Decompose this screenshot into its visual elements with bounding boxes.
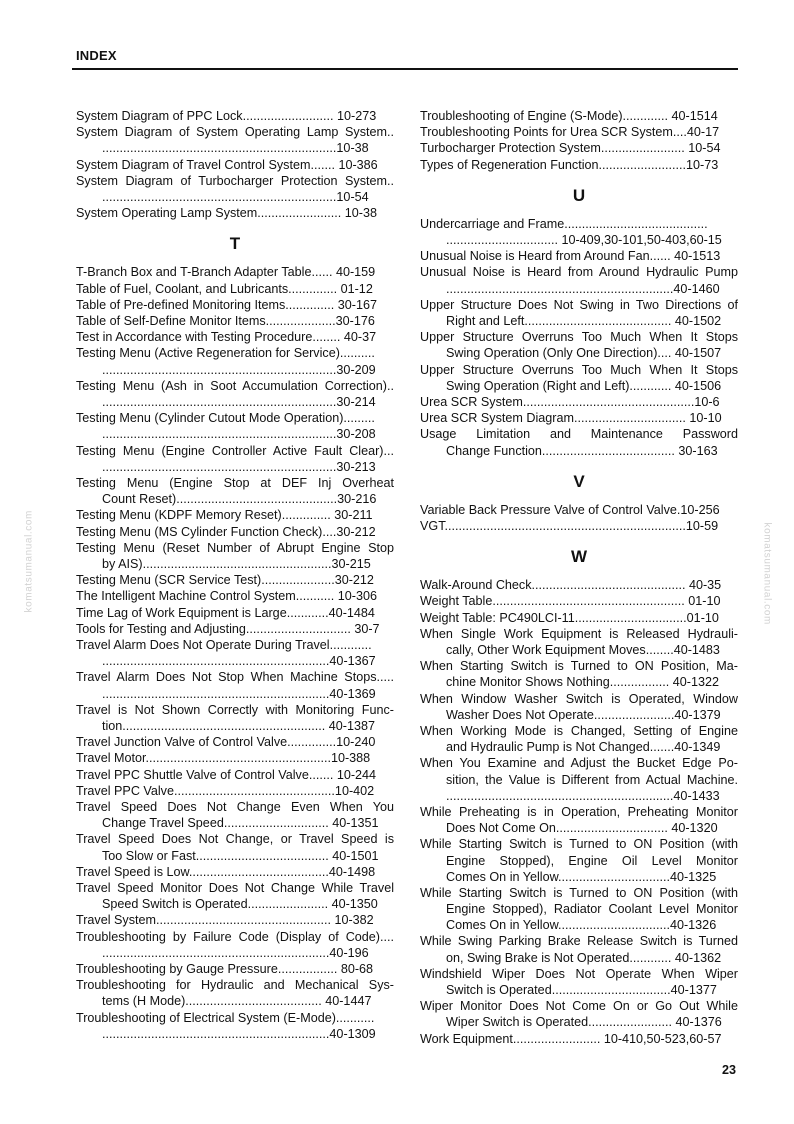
index-entry-line: Travel Junction Valve of Control Valve..............10-240 [76, 735, 376, 750]
index-entry-line: Undercarriage and Frame......................................... [420, 216, 708, 231]
index-entry-line: Troubleshooting Points for Urea SCR System....40-17 [420, 125, 720, 140]
index-entry-line: System Operating Lamp System........................ 10-38 [76, 206, 377, 221]
index-entry-line: Turbocharger Protection System........................ 10-54 [420, 141, 721, 156]
index-entry-line: Weight Table: PC490LCI-11................................01-10 [420, 610, 719, 625]
index-entry [420, 610, 738, 626]
index-entry [76, 750, 394, 766]
index-entry-continuation: Engine Stopped), Radiator Coolant Level Monitor [446, 902, 738, 917]
index-entry-line: Troubleshooting of Engine (S-Mode)............. 40-1514 [420, 109, 718, 123]
index-entry-line: Testing Menu (MS Cylinder Function Check)....30-212 [76, 524, 376, 539]
index-entry-line: Testing Menu (Engine Stop at DEF Inj Overheat [76, 476, 394, 490]
index-entry-line: Travel Speed Monitor Does Not Change While Travel [76, 880, 394, 895]
index-entry-line: Travel PPC Valve..............................................10-402 [76, 783, 375, 798]
index-entry [76, 281, 394, 297]
index-entry [76, 124, 394, 156]
index-entry-continuation: cally, Other Work Equipment Moves........40-1483 [446, 642, 720, 657]
index-entry-continuation: Change Travel Speed.............................. 40-1351 [102, 816, 379, 831]
index-entry-line: Time Lag of Work Equipment is Large............40-1484 [76, 605, 375, 620]
index-entry-line: Travel Speed Does Not Change Even When You [76, 800, 394, 814]
index-entry-line: Tools for Testing and Adjusting.............................. 30-7 [76, 621, 380, 636]
index-entry [420, 140, 738, 156]
index-entry [76, 313, 394, 329]
index-entry-line: Testing Menu (Active Regeneration for Service).......... [76, 346, 375, 361]
index-entry [76, 540, 394, 572]
index-entry [76, 864, 394, 880]
index-entry-continuation: and Hydraulic Pump is Not Changed.......40-1349 [446, 740, 721, 755]
index-entry-continuation: .................................................................40-196 [102, 945, 369, 960]
index-entry-continuation: Right and Left.......................................... 40-1502 [446, 314, 722, 328]
index-entry-line: Table of Fuel, Coolant, and Lubricants.............. 01-12 [76, 281, 373, 296]
index-entry-continuation: Swing Operation (Only One Direction).... 40-1507 [446, 346, 722, 361]
index-entry-line: System Diagram of System Operating Lamp System.. [76, 125, 394, 140]
index-entry-line: Travel Speed is Low........................................40-1498 [76, 864, 376, 879]
index-entry [420, 426, 738, 458]
index-entry-line: While Starting Switch is Turned to ON Position (with [420, 837, 738, 852]
index-entry [420, 966, 738, 998]
index-entry-continuation: Does Not Come On................................ 40-1320 [446, 821, 718, 836]
index-entry-continuation: Speed Switch is Operated....................... 40-1350 [102, 897, 378, 912]
index-entry-line: When Window Washer Switch is Operated, Window [420, 691, 738, 706]
index-entry-line: Walk-Around Check............................................ 40-35 [420, 578, 722, 593]
index-entry [76, 572, 394, 588]
index-entry-continuation: Swing Operation (Right and Left)............ 40-1506 [446, 378, 722, 393]
index-entry [420, 593, 738, 609]
index-entry [420, 502, 738, 518]
index-entry [76, 173, 394, 205]
index-entry-line: Table of Self-Define Monitor Items....................30-176 [76, 314, 375, 328]
index-entry-continuation: .................................................................40-1367 [102, 654, 376, 669]
index-entry-line: VGT.....................................................................10-59 [420, 518, 719, 533]
index-entry [76, 475, 394, 507]
index-entry-continuation: Washer Does Not Operate.......................40-1379 [446, 707, 721, 722]
index-entry-line: Test in Accordance with Testing Procedure........ 40-37 [76, 330, 377, 345]
index-entry [76, 669, 394, 701]
index-entry [76, 524, 394, 540]
index-entry-line: Upper Structure Overruns Too Much When It Stops [420, 362, 738, 377]
index-entry [76, 329, 394, 345]
index-entry [76, 767, 394, 783]
index-entry [420, 248, 738, 264]
index-entry-continuation: .................................................................40-1369 [102, 686, 376, 701]
index-entry-line: Troubleshooting by Gauge Pressure................. 80-68 [76, 961, 374, 976]
index-entry [76, 264, 394, 280]
index-entry-continuation: Switch is Operated..................................40-1377 [446, 983, 717, 998]
watermark-right: komatsumanual.com [761, 522, 773, 625]
index-entry [76, 605, 394, 621]
index-entry-line: Travel Speed Does Not Change, or Travel Speed is [76, 832, 394, 847]
index-entry-line: Testing Menu (Cylinder Cutout Mode Operation)......... [76, 411, 375, 426]
index-entry-continuation: ...................................................................30-208 [102, 427, 376, 442]
section-letter: U [572, 185, 586, 205]
index-entry [420, 804, 738, 836]
index-entry [76, 734, 394, 750]
index-entry-line: Work Equipment......................... 10-410,50-523,60-57 [420, 1031, 722, 1046]
index-entry-line: Unusual Noise is Heard from Around Fan...... 40-1513 [420, 249, 721, 264]
index-entry [76, 588, 394, 604]
index-entry-continuation: ...................................................................10-54 [102, 189, 369, 204]
index-entry-continuation: .................................................................40-1460 [446, 281, 720, 296]
index-entry [76, 297, 394, 313]
index-entry-line: Variable Back Pressure Valve of Control Valve.10-256 [420, 502, 720, 517]
index-entry-line: Testing Menu (SCR Service Test).....................30-212 [76, 573, 374, 588]
index-entry [76, 378, 394, 410]
index-entry [420, 723, 738, 755]
index-entry-line: System Diagram of Turbocharger Protection System.. [76, 173, 394, 188]
index-entry-continuation: ................................ 10-409,30-101,50-403,60-15 [446, 233, 722, 248]
index-entry [420, 755, 738, 804]
index-entry-line: Travel Alarm Does Not Operate During Travel............ [76, 638, 372, 652]
index-entry [420, 691, 738, 723]
index-entry-line: While Preheating is in Operation, Preheating Monitor [420, 804, 738, 819]
index-entry [420, 264, 738, 296]
index-entry-continuation: Count Reset)..............................................30-216 [102, 492, 377, 507]
index-entry-line: Travel PPC Shuttle Valve of Control Valve....... 10-244 [76, 767, 377, 782]
index-entry-line: While Starting Switch is Turned to ON Position (with [420, 885, 738, 900]
index-entry-continuation: tion.......................................................... 40-1387 [102, 718, 375, 733]
index-entry-continuation: by AIS)......................................................30-215 [102, 556, 371, 571]
index-entry-line: When Working Mode is Changed, Setting of Engine [420, 723, 738, 738]
index-entry [420, 329, 738, 361]
index-entry [420, 836, 738, 885]
watermark-left: komatsumanual.com [23, 510, 35, 613]
index-entry [420, 362, 738, 394]
index-entry-line: Upper Structure Does Not Swing in Two Directions of [420, 297, 738, 312]
index-entry-line: The Intelligent Machine Control System........... 10-306 [76, 589, 377, 604]
index-entry-continuation: tems (H Mode)....................................... 40-1447 [102, 994, 372, 1009]
index-entry [76, 637, 394, 669]
index-entry-continuation: Change Function...................................... 30-163 [446, 443, 718, 458]
index-entry-line: Wiper Monitor Does Not Come On or Go Out While [420, 999, 738, 1014]
index-entry-line: Testing Menu (Ash in Soot Accumulation Correction).. [76, 378, 394, 393]
index-entry-continuation: Engine Stopped), Engine Oil Level Monitor [446, 853, 738, 868]
index-entry [76, 912, 394, 928]
index-entry-line: System Diagram of Travel Control System....... 10-386 [76, 157, 378, 172]
header-rule [72, 68, 738, 70]
index-entry-line: System Diagram of PPC Lock.......................... 10-273 [76, 109, 377, 123]
index-entry-line: Testing Menu (Engine Controller Active Fault Clear)... [76, 443, 394, 458]
index-entry-line: When Starting Switch is Turned to ON Position, Ma- [420, 659, 738, 674]
index-entry-line: Windshield Wiper Does Not Operate When Wiper [420, 966, 738, 981]
index-entry-line: Troubleshooting for Hydraulic and Mechanical Sys- [76, 978, 394, 993]
index-entry [420, 933, 738, 965]
index-entry [420, 124, 738, 140]
index-entry-line: T-Branch Box and T-Branch Adapter Table...... 40-159 [76, 265, 376, 280]
index-entry [420, 1031, 738, 1047]
index-entry-line: Troubleshooting of Electrical System (E-Mode)........... [76, 1010, 375, 1025]
index-entry [76, 799, 394, 831]
index-entry-line: Types of Regeneration Function.........................10-73 [420, 157, 719, 172]
index-entry-line: Urea SCR System.................................................10-6 [420, 394, 720, 409]
index-entry-line: Travel is Not Shown Correctly with Monitoring Func- [76, 702, 394, 717]
page-header-title: INDEX [76, 48, 117, 63]
index-entry [76, 961, 394, 977]
index-entry-line: Travel Alarm Does Not Stop When Machine Stops..... [76, 670, 394, 685]
index-entry [420, 658, 738, 690]
section-letter: V [573, 471, 585, 491]
index-entry-continuation: ...................................................................10-38 [102, 141, 369, 156]
index-entry-line: Travel Motor.....................................................10-388 [76, 751, 371, 766]
index-entry [76, 205, 394, 221]
index-entry [76, 977, 394, 1009]
index-entry [76, 880, 394, 912]
index-column-right [420, 108, 738, 1047]
index-entry-line: Troubleshooting by Failure Code (Display of Code).... [76, 929, 394, 944]
index-entry [76, 1010, 394, 1042]
index-entry-continuation: Too Slow or Fast...................................... 40-1501 [102, 848, 379, 863]
index-entry [76, 410, 394, 442]
index-entry [76, 345, 394, 377]
index-entry-continuation: .................................................................40-1433 [446, 788, 720, 803]
index-entry-continuation: sition, the Value is Different from Actual Machine. [446, 772, 738, 787]
index-entry-line: Travel System.................................................. 10-382 [76, 913, 374, 928]
index-entry-line: Weight Table....................................................... 01-10 [420, 594, 721, 609]
index-entry [420, 394, 738, 410]
index-entry [420, 518, 738, 534]
index-entry-line: While Swing Parking Brake Release Switch is Turned [420, 934, 738, 949]
index-entry-line: Unusual Noise is Heard from Around Hydraulic Pump [420, 265, 738, 280]
index-entry [420, 297, 738, 329]
index-entry [420, 998, 738, 1030]
index-entry-continuation: Comes On in Yellow................................40-1326 [446, 918, 717, 933]
index-entry [76, 157, 394, 173]
index-entry-line: Upper Structure Overruns Too Much When It Stops [420, 330, 738, 345]
index-entry-line: Urea SCR System Diagram................................ 10-10 [420, 411, 722, 426]
page-number: 23 [721, 1063, 736, 1077]
index-entry [76, 929, 394, 961]
section-letter: T [229, 234, 241, 254]
index-entry [420, 157, 738, 173]
index-entry-continuation: chine Monitor Shows Nothing................. 40-1322 [446, 675, 720, 690]
index-entry-line: When Single Work Equipment is Released Hydrauli- [420, 626, 738, 641]
index-entry [76, 108, 394, 124]
index-entry [420, 577, 738, 593]
index-entry [420, 216, 738, 248]
index-entry [76, 831, 394, 863]
index-entry-continuation: ...................................................................30-209 [102, 362, 376, 377]
index-entry-continuation: Wiper Switch is Operated........................ 40-1376 [446, 1015, 722, 1030]
index-entry-continuation: ...................................................................30-214 [102, 395, 376, 409]
index-entry-line: When You Examine and Adjust the Bucket Edge Po- [420, 756, 738, 771]
index-entry [76, 621, 394, 637]
index-entry-line: Table of Pre-defined Monitoring Items.............. 30-167 [76, 297, 378, 312]
section-letter: W [570, 547, 588, 567]
index-entry [76, 507, 394, 523]
index-entry-continuation: Comes On in Yellow................................40-1325 [446, 869, 717, 884]
index-entry-continuation: on, Swing Brake is Not Operated............ 40-1362 [446, 950, 722, 965]
index-entry [76, 702, 394, 734]
index-entry-continuation: ...................................................................30-213 [102, 459, 376, 474]
index-entry [420, 108, 738, 124]
index-entry [76, 783, 394, 799]
index-column-left [76, 108, 394, 1042]
index-entry-line: Testing Menu (Reset Number of Abrupt Engine Stop [76, 540, 394, 555]
index-entry-line: Usage Limitation and Maintenance Password [420, 427, 738, 442]
index-entry [420, 626, 738, 658]
index-entry-line: Testing Menu (KDPF Memory Reset).............. 30-211 [76, 508, 373, 523]
index-entry [76, 443, 394, 475]
index-entry [420, 410, 738, 426]
index-entry [420, 885, 738, 934]
index-entry-continuation: .................................................................40-1309 [102, 1026, 376, 1041]
